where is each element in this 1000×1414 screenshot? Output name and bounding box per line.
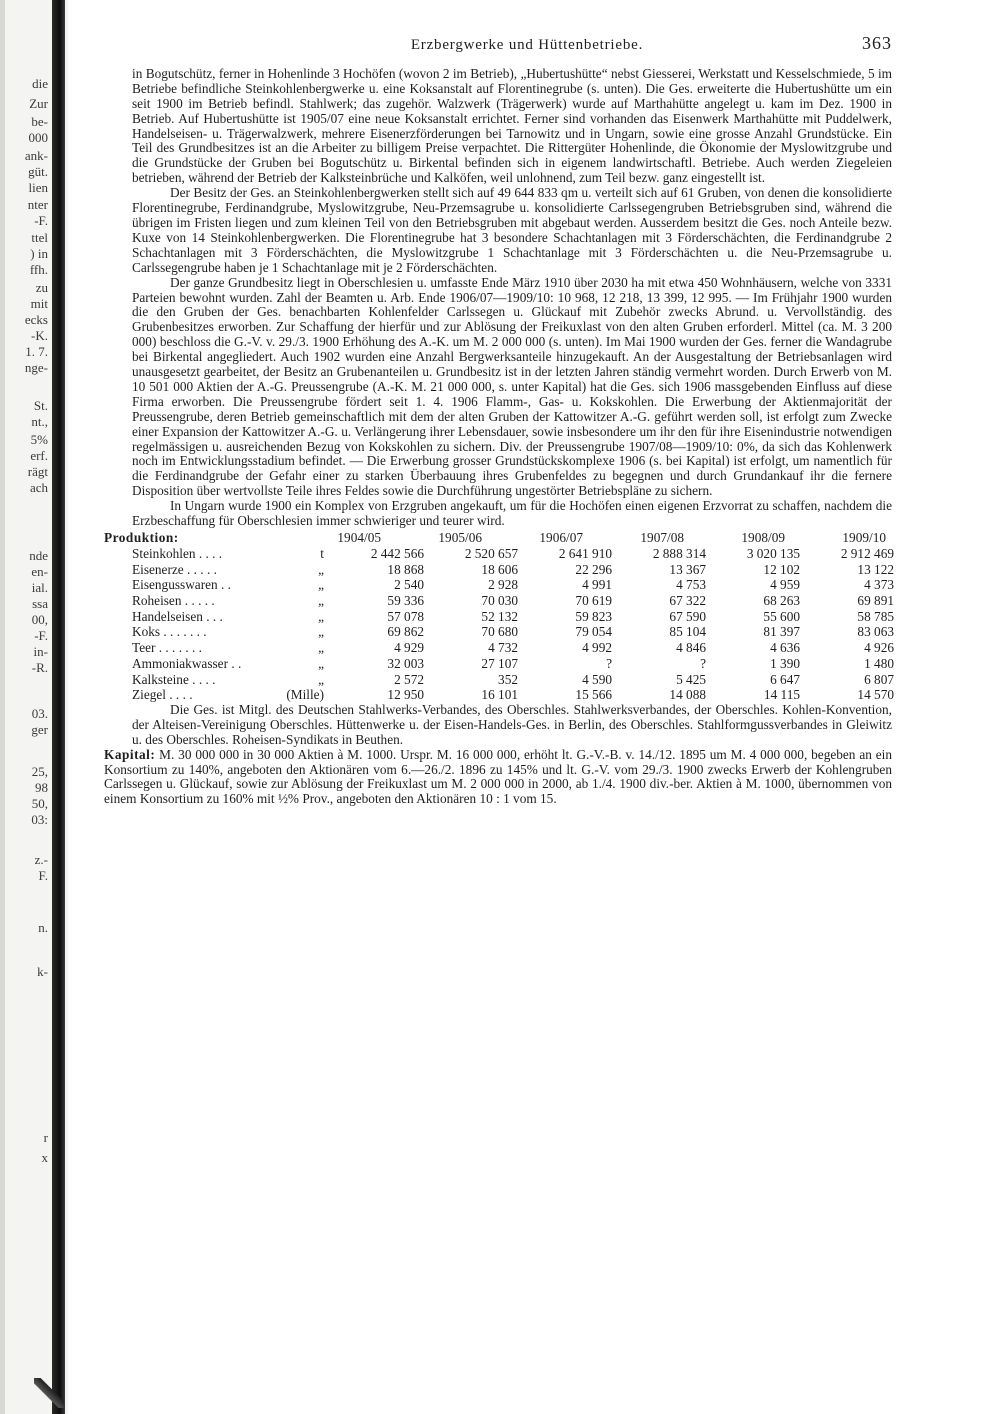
production-value: ?: [606, 655, 612, 671]
margin-fragment: ial.: [31, 580, 48, 595]
scan-left-margin: [0, 0, 68, 1414]
product-name: Ziegel . . . .: [132, 687, 193, 703]
page-number: 363: [862, 33, 892, 53]
production-row: [132, 593, 894, 609]
product-unit: „: [318, 577, 324, 593]
production-row: [132, 609, 894, 625]
product-name: Eisengusswaren . .: [132, 577, 231, 593]
scan-edge: [0, 0, 5, 1414]
production-row: [132, 562, 894, 578]
margin-fragment: St.: [33, 398, 48, 413]
margin-fragment: in-: [33, 644, 48, 659]
production-row: [132, 546, 894, 562]
margin-fragment: ttel: [31, 230, 48, 245]
product-unit: „: [318, 561, 324, 577]
product-unit: t: [320, 545, 324, 561]
production-value: 2 442 566: [370, 545, 424, 561]
production-value: 58 785: [857, 608, 894, 624]
margin-fragment: 00,: [31, 612, 48, 627]
production-value: 2 888 314: [652, 545, 706, 561]
production-value: 13 367: [669, 561, 706, 577]
production-value: 5 425: [676, 671, 706, 687]
product-name: Teer . . . . . . .: [132, 640, 202, 656]
margin-fragment: 98: [35, 780, 48, 795]
production-value: 69 891: [857, 593, 894, 609]
product-unit: „: [318, 624, 324, 640]
margin-fragment: 50,: [31, 796, 48, 811]
margin-fragment: ecks: [24, 312, 48, 327]
margin-fragment: n.: [38, 920, 48, 935]
production-value: 2 540: [394, 577, 424, 593]
margin-fragment: die: [32, 76, 48, 91]
production-value: 2 912 469: [840, 545, 894, 561]
margin-fragment: ank-: [24, 148, 48, 163]
product-name: Koks . . . . . . .: [132, 624, 207, 640]
margin-fragment: -F.: [34, 628, 48, 643]
margin-fragment: zu: [35, 280, 48, 295]
year-header: 1905/06: [438, 530, 482, 545]
year-header: 1907/08: [640, 530, 684, 545]
production-value: 4 929: [394, 640, 424, 656]
margin-fragment: F.: [38, 868, 48, 883]
production-row: [132, 577, 894, 593]
product-name: Handelseisen . . .: [132, 608, 223, 624]
production-value: 2 928: [488, 577, 518, 593]
production-value: 4 636: [770, 640, 800, 656]
production-value: 70 680: [481, 624, 518, 640]
production-value: 18 868: [387, 561, 424, 577]
production-value: 2 520 657: [464, 545, 518, 561]
year-header: 1908/09: [741, 530, 785, 545]
product-name: Eisenerze . . . . .: [132, 561, 217, 577]
margin-fragment: k-: [37, 964, 48, 979]
paragraph-works: in Bogutschütz, ferner in Hohenlinde 3 Hochöfen (wovon 2 im Betrieb), „Hubertushütte“ nebst Giesserei, Werkstatt und Kesselschmiede, 5 im Betriebe befindliche Steinkohlenbergwerke u. eine Koksanstalt auf Florentinegrube (s. unten). Die Ges. erweiterte die Hubertushütte um ein seit 1900 im Betrieb befindl. Stahlwerk; das zugehör. Walzwerk (Trägerwerk) wurde auf Marthahütte angelegt u. kam im Dez. 1900 in Betrieb. Auf Hubertushütte ist 1905/07 eine neue Koksanstalt errichtet. Ferner sind vorhanden das Eisenwerk Marthahütte mit Puddelwerk, Handelseisen- u. Trägerwalzwerk, mehrere Eisenerzförderungen bei Tarnowitz und in Ungarn, sowie eine grosse Anzahl Grundstücke. Ein Teil des Grundbesitzes ist an die Arbeiter zu billigem Preise verpachtet. Die Rittergüter Hohenlinde, die Ökonomie der Myslowitzgrube und die Grundstücke der Gruben bei Bogutschütz u. Birkental befinden sich in eigenem landwirtschaftl. Betriebe. Auch werden Ziegeleien betrieben, während der Betrieb der Kalksteinbrüche und Kalköfen, weil unlohnend, zum Teil bezw. ganz eingestellt ist.: [132, 65, 892, 186]
production-header: [104, 531, 892, 546]
production-value: 55 600: [763, 608, 800, 624]
production-value: 79 054: [575, 624, 612, 640]
production-row: [132, 672, 894, 688]
margin-fragment: x: [41, 1150, 48, 1165]
kapital-label: Kapital:: [104, 746, 156, 762]
margin-fragment: 000: [28, 130, 48, 145]
paragraph-membership: Die Ges. ist Mitgl. des Deutschen Stahlwerks-Verbandes, des Oberschles. Stahlwerksverbandes, der Oberschles. Kohlen-Konvention, der Alteisen-Vereinigung Oberschles. Hüttenwerke u. der Eisen-Handels-Ges. in Berlin, des Oberschles. Stahlformgussverbandes in Gleiwitz u. des Oberschles. Roheisen-Syndikats in Beuthen.: [132, 701, 892, 747]
margin-fragment: nde: [29, 548, 48, 563]
product-unit: „: [318, 671, 324, 687]
production-value: 16 101: [481, 687, 518, 703]
production-value: 70 619: [575, 593, 612, 609]
product-name: Steinkohlen . . . .: [132, 545, 223, 561]
margin-fragment: -R.: [31, 660, 48, 675]
margin-fragment: 03:: [31, 812, 48, 827]
production-table: [132, 546, 894, 703]
production-value: 67 322: [669, 593, 706, 609]
running-header: [132, 33, 892, 53]
production-value: 4 732: [488, 640, 518, 656]
margin-fragment: r: [43, 1130, 48, 1145]
production-value: 59 823: [575, 608, 612, 624]
margin-fragment: güt.: [28, 164, 48, 179]
production-row: [132, 624, 894, 640]
production-row: [132, 640, 894, 656]
production-value: 83 063: [857, 624, 894, 640]
production-value: 15 566: [575, 687, 612, 703]
production-label: Produktion:: [104, 530, 179, 545]
margin-fragment: lien: [28, 180, 48, 195]
production-value: 12 950: [387, 687, 424, 703]
product-unit: „: [318, 640, 324, 656]
production-value: 4 590: [582, 671, 612, 687]
margin-fragment: ger: [31, 722, 48, 737]
product-unit: „: [318, 655, 324, 671]
margin-fragment: en-: [31, 564, 48, 579]
production-value: 2 641 910: [558, 545, 612, 561]
year-header: 1904/05: [337, 530, 381, 545]
production-value: 14 115: [763, 687, 800, 703]
book-gutter-shadow: [52, 0, 65, 1414]
production-value: 4 846: [676, 640, 706, 656]
production-value: 18 606: [481, 561, 518, 577]
year-header: 1906/07: [539, 530, 583, 545]
production-value: 68 263: [763, 593, 800, 609]
margin-fragment: ffh.: [29, 262, 48, 277]
production-value: 81 397: [763, 624, 800, 640]
production-row: [132, 687, 894, 703]
production-value: 352: [498, 671, 518, 687]
production-value: 57 078: [387, 608, 424, 624]
margin-fragment: ) in: [30, 246, 48, 261]
margin-fragment: z.-: [34, 852, 48, 867]
production-value: 13 122: [857, 561, 894, 577]
production-value: 59 336: [387, 593, 424, 609]
production-value: 1 480: [864, 655, 894, 671]
year-header: 1909/10: [842, 530, 886, 545]
product-unit: „: [318, 608, 324, 624]
product-unit: „: [318, 593, 324, 609]
margin-fragment: -K.: [31, 328, 48, 343]
production-value: 4 991: [582, 577, 612, 593]
margin-fragment: 5%: [30, 432, 48, 447]
production-value: 4 959: [770, 577, 800, 593]
margin-fragment: nt.,: [31, 414, 48, 429]
production-value: 69 862: [387, 624, 424, 640]
production-value: 4 992: [582, 640, 612, 656]
scan-corner-mark: [34, 1378, 64, 1408]
production-value: 2 572: [394, 671, 424, 687]
production-value: 1 390: [770, 655, 800, 671]
product-name: Kalksteine . . . .: [132, 671, 216, 687]
production-value: 52 132: [481, 608, 518, 624]
production-value: 85 104: [669, 624, 706, 640]
paragraph-coal-mines: Der Besitz der Ges. an Steinkohlenbergwerken stellt sich auf 49 644 833 qm u. verteilt sich auf 61 Gruben, von denen die konsolidierte Florentinegrube, Ferdinandgrube, Myslowitzgrube, Neu-Przemsagrube u. konsolidierte Carlssegengruben Betriebsgruben sind, während die übrigen im Fristen liegen und zum kleinen Teil von den Betriebsgruben mit abgebaut werden. Ausserdem besitzt die Ges. noch Anteile bezw. Kuxe von 14 Steinkohlenbergwerken. Die Florentinegrube hat 3 besondere Schachtanlagen mit 3 Förderschächten, die Ferdinandgrube 2 Schachtanlagen mit 3 Förderschächten, die Myslowitzgrube 1 Schachtanlage mit 3 Förderschächten u. die Neu-Przemsagrube u. Carlssegengrube haben je 1 Schachtanlage mit je 2 Förderschächten.: [132, 185, 892, 275]
product-name: Ammoniakwasser . .: [132, 655, 242, 671]
production-value: ?: [700, 655, 706, 671]
production-value: 6 807: [864, 671, 894, 687]
production-value: 4 373: [864, 577, 894, 593]
margin-fragment: nter: [27, 197, 48, 212]
kapital-text: M. 30 000 000 in 30 000 Aktien à M. 1000. Urspr. M. 16 000 000, erhöht lt. G.-V.-B. v. 14./12. 1895 um M. 4 000 000, begeben an ein Konsortium zu 140%, angeboten den Aktionären vom 6.—26./2. 1896 zu 145% und lt. G.-V. vom 29./3. 1900 zwecks Erwerb der Kohlengruben Carlssegen u. Glückauf, sowie zur Ablösung der Freikuxlast um M. 2 000 000 in 2000, ab 1./4. 1900 div.-ber. Aktien à M. 1000, übernommen von einem Konsortium zu 160% mit ½% Prov., angeboten den Aktionären 10 : 1 vom 15.: [104, 746, 892, 807]
margin-fragment: 1. 7.: [25, 344, 48, 359]
margin-fragment: erf.: [30, 448, 48, 463]
production-value: 6 647: [770, 671, 800, 687]
margin-fragment: rägt: [27, 464, 48, 479]
paragraph-kapital: [104, 748, 892, 808]
margin-fragment: ach: [29, 480, 48, 495]
production-row: [132, 656, 894, 672]
product-unit: (Mille): [286, 687, 324, 703]
margin-fragment: Zur: [29, 96, 48, 111]
page-content: [104, 33, 894, 807]
paragraph-land: Der ganze Grundbesitz liegt in Oberschlesien u. umfasste Ende März 1910 über 2030 ha mit etwa 450 Wohnhäusern, welche von 3331 Parteien bewohnt wurden. Zahl der Beamten u. Arb. Ende 1906/07—1909/10: 10 968, 12 218, 13 399, 12 995. — Im Frühjahr 1900 wurden die den Gruben der Ges. benachbarten Kohlenfelder Carlssegen u. Glückauf mit Zubehör zwecks Abrund. u. Vervollständig. des Grubenbesitzes erworben. Zur Schaffung der hierfür und zur Ablösung der Freikuxlast von den alten Gruben erforderl. Mittel (ca. M. 3 200 000) beschloss die G.-V. v. 29./3. 1900 Erhöhung des A.-K. um M. 2 000 000 (s. unten). Im Mai 1900 wurden der Ges. ferner die Wandagrube bei Birkental angegliedert. Auch 1902 wurden eine Anzahl Bergwerksanteile hinzugekauft. An der Ausgestaltung der Betriebsanlagen wird unausgesetzt gearbeitet, der Besitz an Grubenanteilen u. Grundbesitz ist in der letzten Jahren ständig vermehrt worden. Durch Erwerb von M. 10 501 000 Aktien der A.-G. Preussengrube (A.-K. M. 21 000 000, s. unter Kapital) hat die Ges. sich 1906 massgebenden Einfluss auf diese Firma erworben. Die Preussengrube fördert seit 1. 4. 1906 Flamm-, Gas- u. Kokskohlen. Die Erwerbung der Aktienmajorität der Preussengrube, deren Betrieb gemeinschaftlich mit dem der alten Gruben der Kattowitzer A.-G. geführt werden soll, ist erfolgt zum Zwecke einer Expansion der Kattowitzer A.-G. u. Verlängerung ihrer Lebensdauer, sowie insbesondere um ihr den für ihre Eisenindustrie notwendigen regelmässigen u. ausreichenden Bezug von Kokskohlen zu sichern. Div. der Preussengrube 1907/08—1909/10: 0%, da sich das Kohlenwerk noch im Entwicklungsstadium befindet. — Die Erwerbung grosser Grundstückskomplexe 1906 (s. bei Kapital) ist erfolgt, um namentlich für die Ferdinandgrube der Gefahr einer zu starken Überbauung ihres Grubenfeldes zu begegnen und durch Grundankauf ihr die fernere Disposition über wertvollste Teile ihres Feldes sowie die Durchführung ungestörter Betriebspläne zu sichern.: [132, 274, 892, 499]
production-value: 32 003: [387, 655, 424, 671]
margin-fragment: be-: [31, 114, 48, 129]
production-value: 12 102: [763, 561, 800, 577]
production-value: 14 570: [857, 687, 894, 703]
production-value: 4 926: [864, 640, 894, 656]
production-value: 22 296: [575, 561, 612, 577]
production-value: 14 088: [669, 687, 706, 703]
margin-fragment: 25,: [31, 764, 48, 779]
margin-fragment: ssa: [32, 596, 48, 611]
production-value: 67 590: [669, 608, 706, 624]
margin-fragment: -F.: [34, 213, 48, 228]
production-value: 70 030: [481, 593, 518, 609]
production-value: 3 020 135: [746, 545, 800, 561]
page-title: Erzbergwerke und Hüttenbetriebe.: [410, 37, 644, 53]
margin-fragment: mit: [30, 296, 48, 311]
product-name: Roheisen . . . . .: [132, 593, 215, 609]
paragraph-hungary: In Ungarn wurde 1900 ein Komplex von Erzgruben angekauft, um für die Hochöfen einen eigenen Erzvorrat zu schaffen, nachdem die Erzbeschaffung für Oberschlesien immer schwieriger und teurer wird.: [132, 498, 892, 529]
margin-fragment: nge-: [24, 360, 48, 375]
production-value: 27 107: [481, 655, 518, 671]
production-value: 4 753: [676, 577, 706, 593]
margin-fragment: 03.: [31, 706, 48, 721]
